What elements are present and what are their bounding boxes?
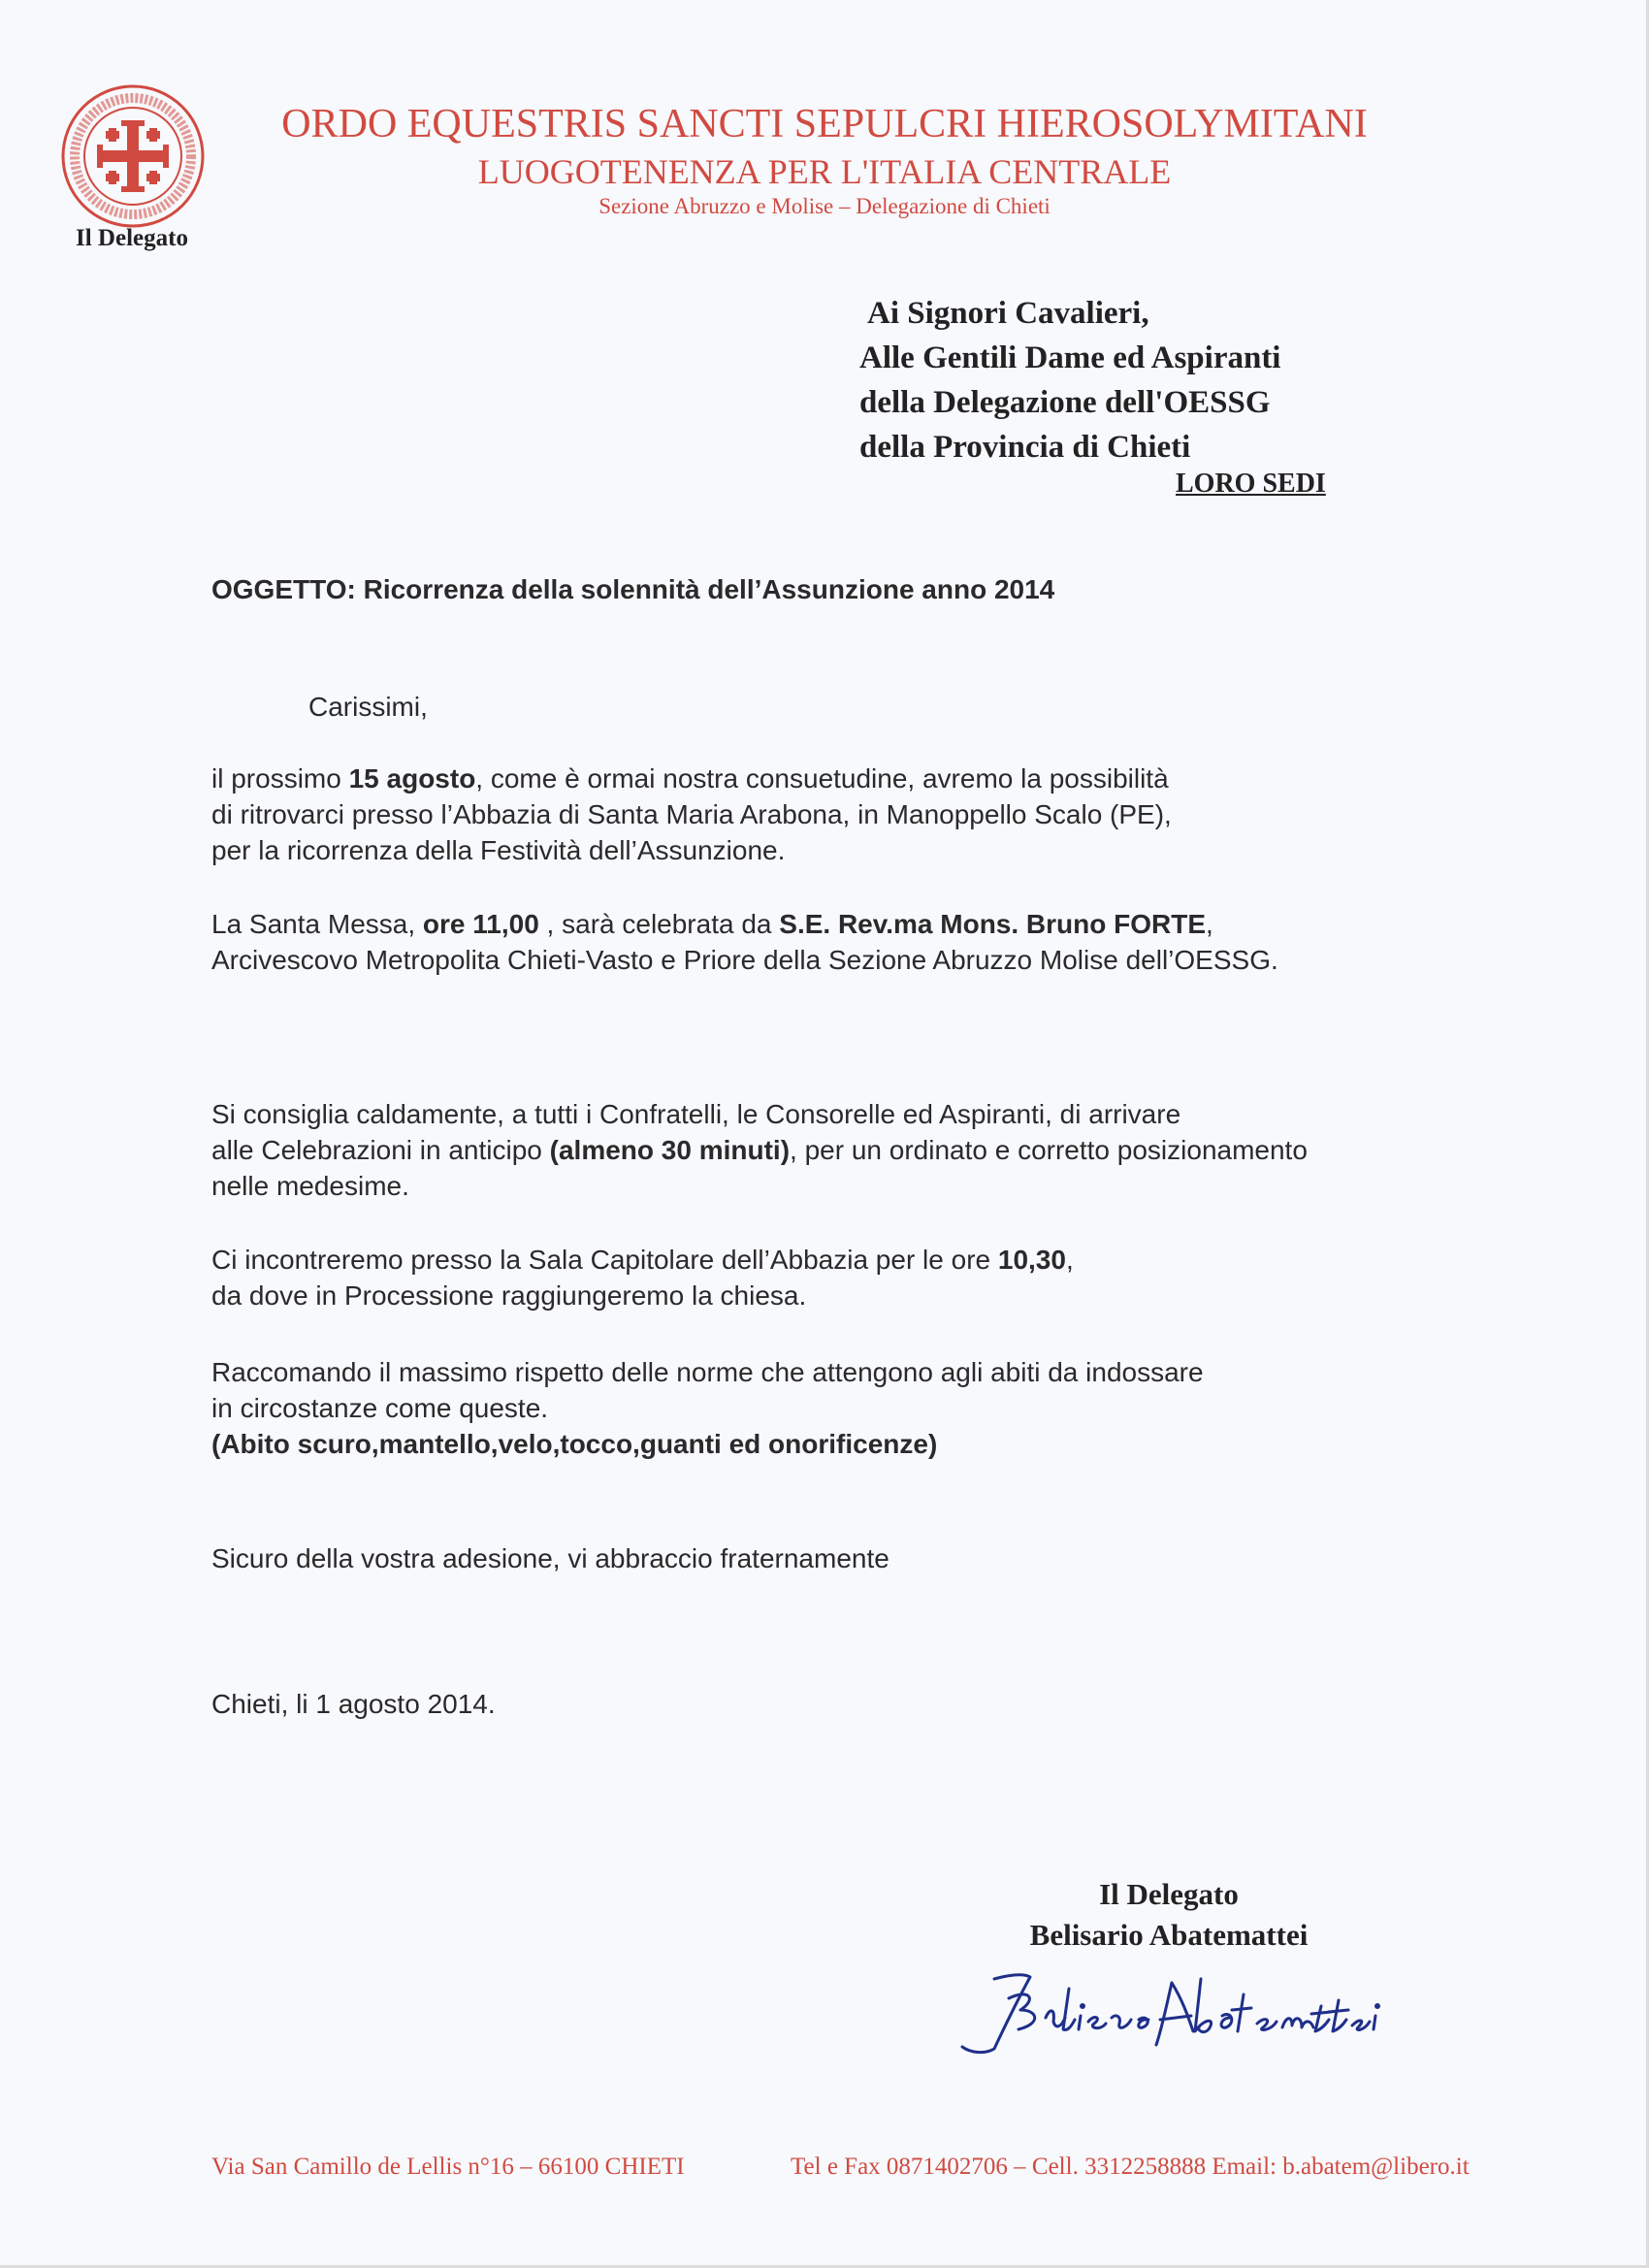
text: il prossimo [211,763,349,794]
paragraph-2-line-2: Arcivescovo Metropolita Chieti-Vasto e Priore della Sezione Abruzzo Molise dell’OESSG. [211,945,1278,975]
recipient-line-1: Ai Signori Cavalieri, [867,296,1149,331]
paragraph-4-line-2: da dove in Processione raggiungeremo la chiesa. [211,1280,807,1311]
paragraph-3-line-3: nelle medesime. [211,1171,409,1201]
paragraph-1-line-1 [211,761,1169,796]
text: , per un ordinato e corretto posizionamento [790,1135,1308,1165]
loro-sedi: LORO SEDI [1176,469,1326,499]
subject-line: OGGETTO: Ricorrenza della solennità dell’Assunzione anno 2014 [211,574,1055,604]
signature-name: Belisario Abatemattei [1029,1918,1309,1952]
footer-contacts: Tel e Fax 0871402706 – Cell. 3312258888 Email: b.abatem@libero.it [791,2154,1470,2180]
lieutenancy-name: LUOGOTENENZA PER L'ITALIA CENTRALE [477,152,1172,191]
paragraph-5-line-1: Raccomando il massimo rispetto delle norme che attengono agli abiti da indossare [211,1357,1204,1387]
paragraph-5-line-3: (Abito scuro,mantello,velo,tocco,guanti ed onorificenze) [211,1429,938,1459]
order-name: ORDO EQUESTRIS SANCTI SEPULCRI HIEROSOLYMITANI [281,102,1368,146]
footer-address: Via San Camillo de Lellis n°16 – 66100 CHIETI [211,2154,685,2180]
signature-title: Il Delegato [1099,1877,1239,1911]
delegato-label: Il Delegato [76,225,188,251]
paragraph-1-line-2: di ritrovarci presso l’Abbazia di Santa Maria Arabona, in Manoppello Scalo (PE), [211,799,1172,829]
section-name: Sezione Abruzzo e Molise – Delegazione di Chieti [598,194,1051,218]
greeting: Carissimi, [308,692,428,722]
text: , [1065,1245,1074,1275]
paragraph-5-line-2: in circostanze come queste. [211,1393,549,1423]
paragraph-3-line-1: Si consiglia caldamente, a tutti i Confratelli, le Consorelle ed Aspiranti, di arrivare [211,1099,1181,1129]
paragraph-1-line-3: per la ricorrenza della Festività dell’Assunzione. [211,835,786,865]
text: Ci incontreremo presso la Sala Capitolare dell’Abbazia per le ore [211,1245,998,1275]
recipient-line-4: della Provincia di Chieti [859,430,1191,465]
arrival-highlight: (almeno 30 minuti) [549,1135,791,1165]
meeting-time-highlight: 10,30 [997,1245,1066,1275]
celebrant-highlight: S.E. Rev.ma Mons. Bruno FORTE [779,909,1207,939]
text: , sarà celebrata da [538,909,780,939]
text: alle Celebrazioni in anticipo [211,1135,550,1165]
text: , come è ormai nostra consuetudine, avremo la possibilità [475,763,1169,794]
recipient-line-2: Alle Gentili Dame ed Aspiranti [859,340,1281,375]
closing: Sicuro della vostra adesione, vi abbraccio fraternamente [211,1543,889,1573]
date-highlight: 15 agosto [348,763,476,794]
recipient-line-3: della Delegazione dell'OESSG [859,385,1271,420]
paragraph-3-line-2 [211,1132,1308,1168]
text: , [1206,909,1213,939]
order-seal-logo [60,83,206,229]
paragraph-2-line-1 [211,906,1213,942]
date-line: Chieti, li 1 agosto 2014. [211,1689,496,1719]
text: La Santa Messa, [211,909,423,939]
time-highlight: ore 11,00 [422,909,539,939]
paragraph-4-line-1 [211,1242,1074,1278]
handwritten-signature [941,1960,1426,2066]
